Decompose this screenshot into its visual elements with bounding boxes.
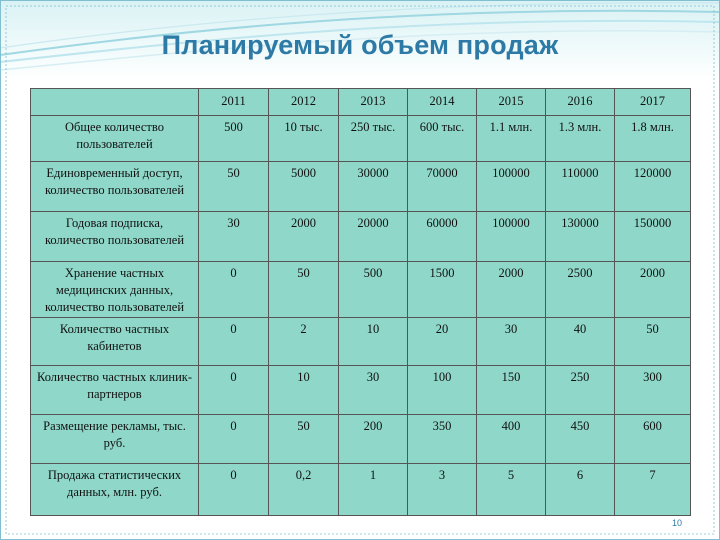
table-row — [31, 212, 691, 262]
table-cell: 10 тыс. — [269, 116, 339, 162]
table-cell: 450 — [546, 415, 615, 464]
row-label: Размещение рекламы, тыс. руб. — [31, 415, 199, 464]
table-cell: 7 — [615, 464, 691, 516]
table-cell: 100 — [408, 366, 477, 415]
header-cell: 2016 — [546, 89, 615, 116]
row-label: Единовременный доступ, количество пользователей — [31, 162, 199, 212]
table-row — [31, 415, 691, 464]
row-label: Хранение частных медицинских данных, количество пользователей — [31, 262, 199, 318]
table-row — [31, 162, 691, 212]
table-cell: 2000 — [269, 212, 339, 262]
table-cell: 0,2 — [269, 464, 339, 516]
table-cell: 2000 — [615, 262, 691, 318]
row-label: Количество частных клиник-партнеров — [31, 366, 199, 415]
table-cell: 50 — [269, 262, 339, 318]
table-cell: 350 — [408, 415, 477, 464]
table-cell: 20000 — [339, 212, 408, 262]
table-cell: 50 — [615, 318, 691, 366]
table-cell: 150000 — [615, 212, 691, 262]
table-cell: 500 — [339, 262, 408, 318]
table-cell: 1.8 млн. — [615, 116, 691, 162]
table-cell: 10 — [339, 318, 408, 366]
table-cell: 2000 — [477, 262, 546, 318]
table-cell: 0 — [199, 415, 269, 464]
table-row — [31, 116, 691, 162]
table-cell: 0 — [199, 262, 269, 318]
table-cell: 2 — [269, 318, 339, 366]
table-cell: 50 — [269, 415, 339, 464]
slide-title: Планируемый объем продаж — [161, 30, 559, 60]
table-cell: 10 — [269, 366, 339, 415]
table-cell: 1 — [339, 464, 408, 516]
table-cell: 30 — [339, 366, 408, 415]
header-cell: 2015 — [477, 89, 546, 116]
table-row — [31, 464, 691, 516]
table-cell: 200 — [339, 415, 408, 464]
table-cell: 0 — [199, 366, 269, 415]
table-cell: 110000 — [546, 162, 615, 212]
table-cell: 30 — [477, 318, 546, 366]
table-cell: 5 — [477, 464, 546, 516]
table-cell: 400 — [477, 415, 546, 464]
table-cell: 30000 — [339, 162, 408, 212]
row-label: Общее количество пользователей — [31, 116, 199, 162]
table-cell: 130000 — [546, 212, 615, 262]
table-cell: 250 — [546, 366, 615, 415]
header-cell: 2014 — [408, 89, 477, 116]
header-cell: 2011 — [199, 89, 269, 116]
table-cell: 150 — [477, 366, 546, 415]
table-cell: 3 — [408, 464, 477, 516]
table-row — [31, 262, 691, 318]
table-cell: 100000 — [477, 212, 546, 262]
header-cell — [31, 89, 199, 116]
header-cell: 2013 — [339, 89, 408, 116]
table-cell: 6 — [546, 464, 615, 516]
table-cell: 250 тыс. — [339, 116, 408, 162]
table-header-row — [31, 89, 691, 116]
table-cell: 120000 — [615, 162, 691, 212]
table-cell: 30 — [199, 212, 269, 262]
table-cell: 1500 — [408, 262, 477, 318]
header-cell: 2017 — [615, 89, 691, 116]
table-cell: 5000 — [269, 162, 339, 212]
sales-table-container — [30, 88, 690, 517]
table-cell: 600 тыс. — [408, 116, 477, 162]
table-cell: 2500 — [546, 262, 615, 318]
table-cell: 300 — [615, 366, 691, 415]
table-cell: 1.1 млн. — [477, 116, 546, 162]
page-number: 10 — [671, 518, 682, 528]
table-cell: 1.3 млн. — [546, 116, 615, 162]
table-cell: 600 — [615, 415, 691, 464]
header-cell: 2012 — [269, 89, 339, 116]
table-cell: 0 — [199, 464, 269, 516]
row-label: Продажа статистических данных, млн. руб. — [31, 464, 199, 516]
row-label: Годовая подписка, количество пользователей — [31, 212, 199, 262]
table-row — [31, 366, 691, 415]
table-cell: 50 — [199, 162, 269, 212]
table-cell: 100000 — [477, 162, 546, 212]
row-label: Количество частных кабинетов — [31, 318, 199, 366]
table-cell: 20 — [408, 318, 477, 366]
sales-table — [30, 88, 691, 516]
table-cell: 500 — [199, 116, 269, 162]
table-row — [31, 318, 691, 366]
table-cell: 60000 — [408, 212, 477, 262]
table-cell: 70000 — [408, 162, 477, 212]
table-cell: 0 — [199, 318, 269, 366]
table-cell: 40 — [546, 318, 615, 366]
